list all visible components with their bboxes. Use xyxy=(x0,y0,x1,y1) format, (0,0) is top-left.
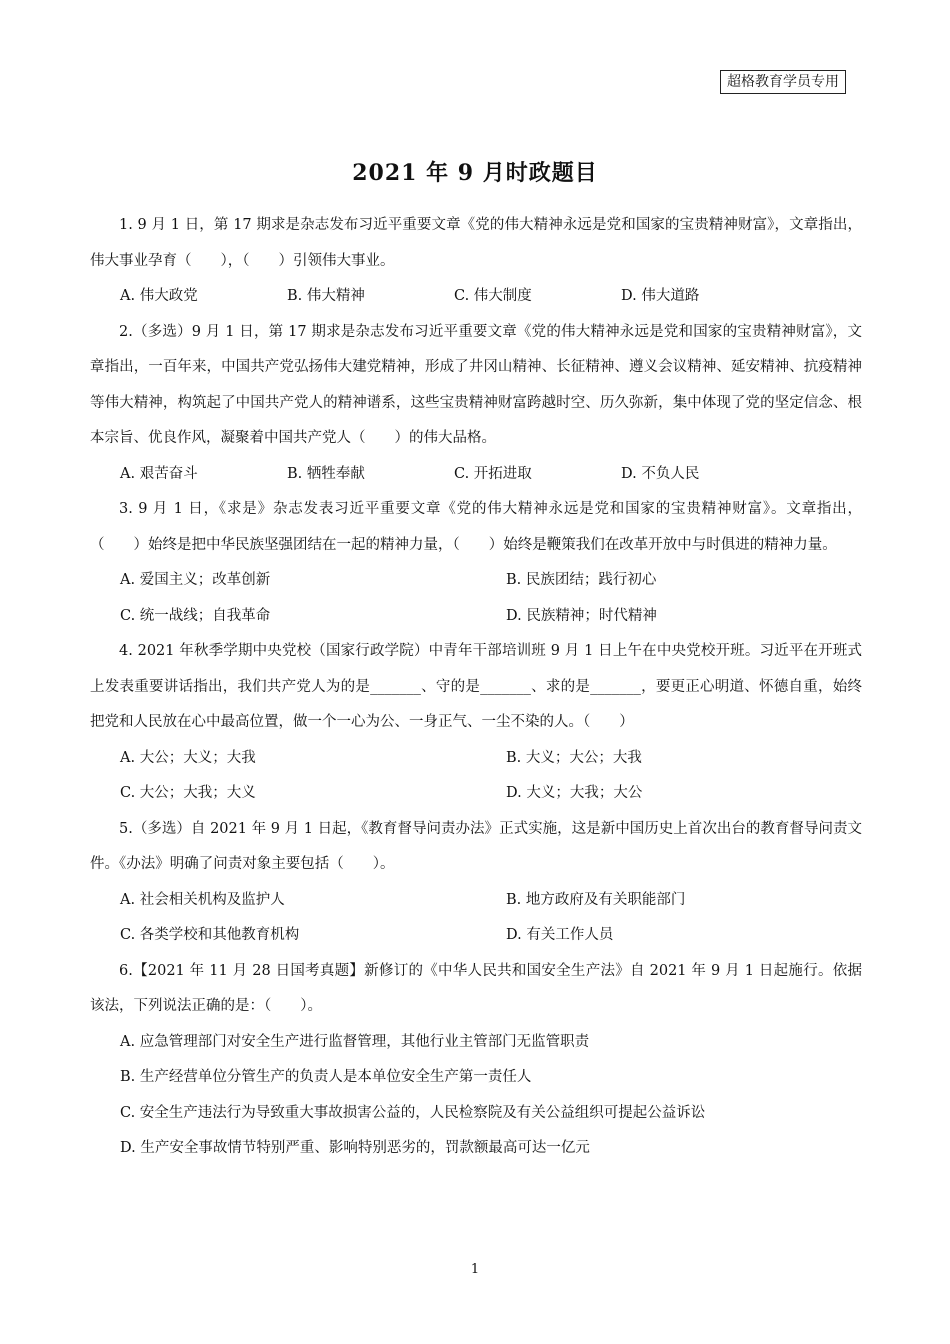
option-b: B. 生产经营单位分管生产的负责人是本单位安全生产第一责任人 xyxy=(120,1069,532,1085)
option-d: D. 民族精神；时代精神 xyxy=(506,607,657,624)
option-d: D. 有关工作人员 xyxy=(506,927,614,943)
question-stem: 4. 2021 年秋季学期中央党校（国家行政学院）中青年干部培训班 9 月 1 日上午在中央党校开班。习近平在开班式上发表重要讲话指出，我们共产党人为的是_______、守的是_______、求的是_______，要更正心明道、怀德自重，始终把党和人民放在心中最高位置，做一个一心为公、一身正气、一尘不染的人。（ ） xyxy=(90,643,862,730)
question-list xyxy=(90,208,862,1167)
option-b: B. 伟大精神 xyxy=(287,288,365,304)
question-stem: 3. 9 月 1 日，《求是》杂志发表习近平重要文章《党的伟大精神永远是党和国家的宝贵精神财富》。文章指出，（ ）始终是把中华民族坚强团结在一起的精神力量，（ ）始终是鞭策我们在改革开放中与时俱进的精神力量。 xyxy=(90,501,862,553)
option-d: D. 不负人民 xyxy=(621,465,700,482)
option-a: A. 艰苦奋斗 xyxy=(120,465,198,482)
option-c: C. 开拓进取 xyxy=(454,465,532,482)
option-d: D. 生产安全事故情节特别严重、影响特别恶劣的，罚款额最高可达一亿元 xyxy=(120,1140,590,1156)
question-6 xyxy=(90,954,862,1167)
option-c: C. 伟大制度 xyxy=(454,288,532,304)
option-list xyxy=(90,457,862,493)
option-a: A. 社会相关机构及监护人 xyxy=(120,891,285,908)
option-b: B. 牺牲奉献 xyxy=(287,465,365,482)
option-c: C. 大公；大我；大义 xyxy=(120,785,256,801)
option-a: A. 爱国主义；改革创新 xyxy=(120,572,271,588)
option-a: A. 大公；大义；大我 xyxy=(120,749,256,766)
option-list xyxy=(90,741,862,812)
question-4 xyxy=(90,634,862,812)
option-d: D. 伟大道路 xyxy=(621,288,700,304)
restricted-stamp: 超格教育学员专用 xyxy=(720,70,846,94)
option-list xyxy=(90,563,862,634)
option-d: D. 大义；大我；大公 xyxy=(506,785,643,801)
question-stem: 5.（多选）自 2021 年 9 月 1 日起，《教育督导问责办法》正式实施，这是新中国历史上首次出台的教育督导问责文件。《办法》明确了问责对象主要包括（ ）。 xyxy=(90,820,862,872)
question-5 xyxy=(90,812,862,954)
option-list xyxy=(90,883,862,954)
option-c: C. 安全生产违法行为导致重大事故损害公益的，人民检察院及有关公益组织可提起公益诉讼 xyxy=(120,1104,706,1121)
question-1 xyxy=(90,208,862,315)
question-3 xyxy=(90,492,862,634)
page-number: 1 xyxy=(470,1262,480,1277)
option-list xyxy=(90,1025,862,1167)
page-title: 2021 年 9 月时政题目 xyxy=(352,160,598,186)
option-b: B. 地方政府及有关职能部门 xyxy=(506,891,686,908)
question-stem: 1. 9 月 1 日，第 17 期求是杂志发布习近平重要文章《党的伟大精神永远是党和国家的宝贵精神财富》，文章指出，伟大事业孕育（ ），（ ）引领伟大事业。 xyxy=(90,217,862,269)
option-c: C. 各类学校和其他教育机构 xyxy=(120,927,300,943)
option-a: A. 应急管理部门对安全生产进行监督管理，其他行业主管部门无监管职责 xyxy=(120,1033,590,1050)
question-2 xyxy=(90,315,862,493)
option-list xyxy=(90,279,862,315)
question-stem: 2.（多选）9 月 1 日，第 17 期求是杂志发布习近平重要文章《党的伟大精神永远是党和国家的宝贵精神财富》，文章指出，一百年来，中国共产党弘扬伟大建党精神，形成了井冈山精神、长征精神、遵义会议精神、延安精神、抗疫精神等伟大精神，构筑起了中国共产党人的精神谱系，这些宝贵精神财富跨越时空、历久弥新，集中体现了党的坚定信念、根本宗旨、优良作风，凝聚着中国共产党人（ ）的伟大品格。 xyxy=(90,323,862,446)
option-b: B. 民族团结；践行初心 xyxy=(506,572,657,588)
option-a: A. 伟大政党 xyxy=(120,288,198,304)
option-c: C. 统一战线；自我革命 xyxy=(120,607,271,624)
question-stem: 6.【2021 年 11 月 28 日国考真题】新修订的《中华人民共和国安全生产法》自 2021 年 9 月 1 日起施行。依据该法，下列说法正确的是：（ ）。 xyxy=(90,962,862,1014)
option-b: B. 大义；大公；大我 xyxy=(506,749,642,766)
